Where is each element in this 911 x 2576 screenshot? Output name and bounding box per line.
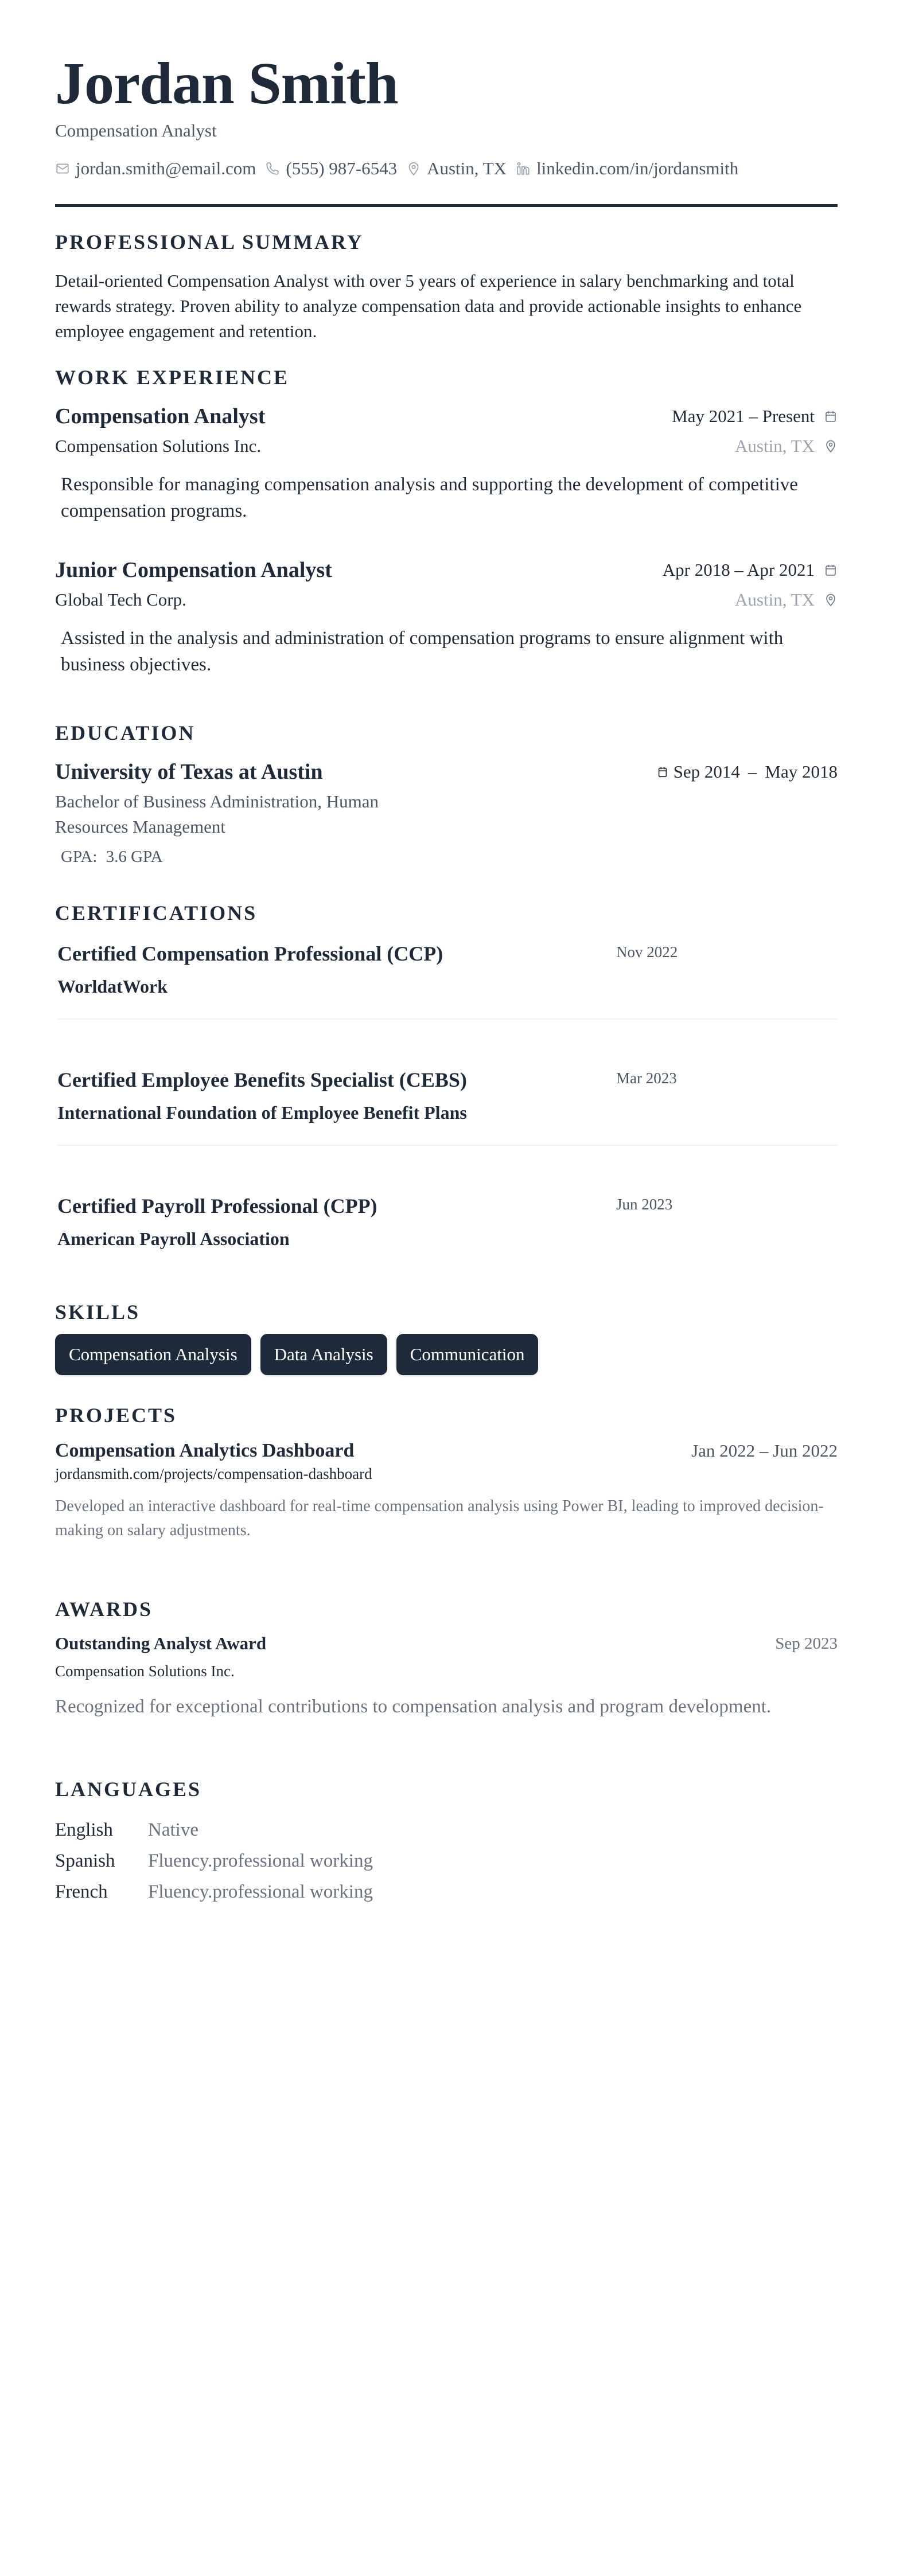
contact-row: [55, 157, 838, 180]
education-date-sep: –: [748, 762, 757, 782]
map-pin-icon: [824, 439, 838, 453]
candidate-title: Compensation Analyst: [55, 120, 217, 140]
languages-list: [55, 1814, 838, 1907]
language-name: English: [55, 1820, 113, 1840]
calendar-icon: [656, 765, 669, 779]
cert-issuer: International Foundation of Employee Benefit Plans: [57, 1102, 467, 1123]
language-level: Native: [148, 1820, 198, 1840]
experience-item: [55, 403, 838, 524]
job-title: Junior Compensation Analyst: [55, 558, 332, 582]
job-date: [663, 560, 838, 580]
calendar-icon: [824, 563, 838, 577]
award-description: Recognized for exceptional contributions to compensation analysis and program development.: [55, 1696, 772, 1717]
section-heading-skills: SKILLS: [55, 1301, 141, 1324]
education-start: Sep 2014: [673, 762, 740, 782]
award-organization: Compensation Solutions Inc.: [55, 1662, 235, 1680]
section-heading-certifications: CERTIFICATIONS: [55, 901, 258, 924]
language-name: Spanish: [55, 1851, 115, 1871]
cert-date: Nov 2022: [616, 943, 678, 961]
project-link[interactable]: jordansmith.com/projects/compensation-dashboard: [55, 1465, 372, 1482]
job-company: Compensation Solutions Inc.: [55, 436, 262, 456]
job-company: Global Tech Corp.: [55, 590, 186, 610]
skills-list: [55, 1334, 838, 1375]
language-name: French: [55, 1882, 108, 1902]
contact-linkedin[interactable]: [516, 157, 738, 180]
email-text: jordan.smith@email.com: [76, 158, 256, 178]
language-level: Fluency.professional working: [148, 1882, 373, 1902]
section-heading-experience: WORK EXPERIENCE: [55, 366, 290, 389]
calendar-icon: [824, 409, 838, 423]
job-description: Assisted in the analysis and administration of compensation programs to ensure alignment with business objectives.: [61, 628, 784, 675]
degree: Bachelor of Business Administration, Human Resources Management: [55, 791, 379, 837]
project-date: Jan 2022 – Jun 2022: [691, 1441, 838, 1461]
certification-item: [57, 1067, 838, 1125]
phone-text: (555) 987-6543: [286, 158, 398, 178]
resume-page: [55, 0, 838, 2576]
section-heading-languages: LANGUAGES: [55, 1778, 202, 1801]
map-pin-icon: [406, 161, 421, 176]
phone-icon: [265, 161, 280, 176]
education-end: May 2018: [765, 762, 838, 782]
linkedin-icon: [516, 161, 531, 176]
section-heading-education: EDUCATION: [55, 721, 196, 744]
job-location: [735, 590, 838, 610]
language-level: Fluency.professional working: [148, 1851, 373, 1871]
certification-item: [57, 1193, 838, 1251]
cert-title: Certified Compensation Professional (CCP): [57, 942, 443, 965]
project-title: Compensation Analytics Dashboard: [55, 1440, 355, 1461]
award-item: [55, 1632, 838, 1719]
job-description: Responsible for managing compensation analysis and supporting the development of competitive compensation programs.: [61, 474, 798, 521]
candidate-name: Jordan Smith: [55, 50, 398, 116]
location-text: Austin, TX: [427, 158, 507, 178]
gpa-label: GPA:: [61, 848, 98, 866]
job-location-text: Austin, TX: [735, 590, 815, 610]
cert-date: Jun 2023: [616, 1196, 673, 1213]
gpa: [55, 845, 838, 868]
award-date: Sep 2023: [775, 1634, 838, 1653]
project-description: Developed an interactive dashboard for real-time compensation analysis using Power BI, leading to improved decision-making on salary adjustments.: [55, 1497, 824, 1539]
education-item: [55, 758, 838, 868]
section-heading-projects: PROJECTS: [55, 1404, 177, 1427]
map-pin-icon: [824, 593, 838, 607]
cert-title: Certified Payroll Professional (CPP): [57, 1195, 377, 1217]
cert-divider: [57, 1018, 838, 1020]
language-row: [55, 1814, 838, 1845]
experience-item: [55, 556, 838, 678]
contact-location: [406, 157, 507, 180]
summary-text: Detail-oriented Compensation Analyst with over 5 years of experience in salary benchmarking and total rewards strategy. Proven ability to analyze compensation data and provide actionable insights to enhance employee engagement and retention.: [55, 271, 802, 341]
section-heading-summary: PROFESSIONAL SUMMARY: [55, 231, 364, 253]
cert-date: Mar 2023: [616, 1070, 677, 1087]
job-location-text: Austin, TX: [735, 436, 815, 456]
language-row: [55, 1845, 838, 1876]
school-name: University of Texas at Austin: [55, 760, 323, 784]
certification-item: [57, 940, 838, 999]
job-location: [735, 436, 838, 456]
job-title: Compensation Analyst: [55, 404, 266, 428]
gpa-value: 3.6 GPA: [106, 848, 163, 866]
language-row: [55, 1876, 838, 1907]
project-item: [55, 1438, 838, 1543]
skill-chip: Compensation Analysis: [55, 1334, 251, 1375]
education-date: [656, 762, 838, 782]
award-title: Outstanding Analyst Award: [55, 1633, 267, 1653]
cert-title: Certified Employee Benefits Specialist (CEBS): [57, 1068, 467, 1091]
skill-chip: Data Analysis: [260, 1334, 387, 1375]
mail-icon: [55, 161, 70, 176]
cert-issuer: WorldatWork: [57, 976, 168, 997]
cert-divider: [57, 1145, 838, 1146]
job-date-text: May 2021 – Present: [672, 406, 815, 426]
contact-email[interactable]: [55, 157, 256, 180]
linkedin-text: linkedin.com/in/jordansmith: [536, 158, 739, 178]
header-divider: [55, 204, 838, 207]
cert-issuer: American Payroll Association: [57, 1228, 290, 1249]
section-heading-awards: AWARDS: [55, 1598, 153, 1621]
job-date-text: Apr 2018 – Apr 2021: [662, 560, 815, 580]
job-date: [672, 406, 838, 427]
skill-chip: Communication: [396, 1334, 539, 1375]
contact-phone[interactable]: [265, 157, 397, 180]
